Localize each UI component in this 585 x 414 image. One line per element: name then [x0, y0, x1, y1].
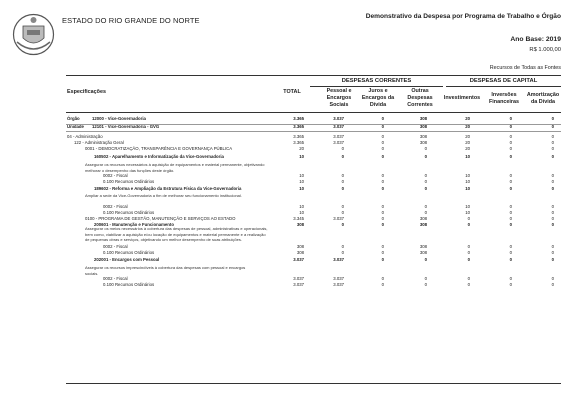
- row-label: 189602 - Reforma e Ampliação da Estrutura Física da Vice-Governadoria: [94, 186, 242, 191]
- cell-value: 10: [465, 204, 470, 209]
- cell-value: 3.037: [333, 216, 344, 221]
- cell-value: 0: [381, 179, 384, 184]
- cell-value: 0: [467, 216, 470, 221]
- cell-value: 0: [341, 222, 344, 227]
- table-row: [66, 146, 561, 153]
- cell-value: 0: [424, 204, 427, 209]
- row-label: 202001 - Encargos com Pessoal: [94, 257, 160, 262]
- cell-value: 20: [465, 134, 470, 139]
- recursos-label: Recursos de Todas as Fontes: [489, 65, 561, 71]
- cell-value: 0: [551, 140, 554, 145]
- cell-value: 20: [465, 140, 470, 145]
- desc-160502: Assegurar os recursos necessários à aquisição de equipamentos e material permanente, objetivando melhorar o desempenho das funções deste órgão.: [85, 162, 265, 173]
- cell-value: 0: [341, 154, 344, 159]
- row-label: 04 - Administração: [67, 134, 103, 139]
- cell-value: 0: [424, 186, 427, 191]
- separator-orgao: [66, 124, 561, 125]
- row-label: 0.100 Recursos Ordinários: [103, 179, 155, 184]
- cell-value: 0: [341, 173, 344, 178]
- cell-value: 0: [551, 124, 554, 129]
- cell-value: 3.365: [293, 124, 304, 129]
- cell-value: 0: [551, 173, 554, 178]
- cell-value: 0: [509, 210, 512, 215]
- currency-unit: R$ 1.000,00: [529, 47, 561, 53]
- cell-value: 20: [465, 116, 470, 121]
- cell-value: 0: [551, 282, 554, 287]
- cell-value: 0: [509, 257, 512, 262]
- cell-value: 308: [419, 244, 427, 249]
- cell-value: 0: [467, 250, 470, 255]
- table-row: [66, 154, 561, 161]
- cell-value: 0: [467, 244, 470, 249]
- col-pessoal: Pessoal e Encargos Sociais: [326, 88, 352, 108]
- cell-value: 0: [381, 250, 384, 255]
- cell-value: 0: [381, 116, 384, 121]
- cell-value: 0: [551, 146, 554, 151]
- report-title: Demonstrativo da Despesa por Programa de Trabalho e Órgão: [365, 13, 561, 20]
- desc-200601: Assegurar os meios necessários à cobertura das despesas de pessoal, administrativas e operacionais, bem como, viabilizar a aquisição e/ou locação de equipamentos e material permanente e a realização de pequenas obras e serviços, objetivando um melhor desempenho de suas atribuições.: [85, 226, 268, 242]
- header-rule-top: [66, 75, 561, 76]
- cell-value: 308: [419, 216, 427, 221]
- cell-value: 0: [341, 146, 344, 151]
- cell-value: 308: [419, 116, 427, 121]
- coat-of-arms-logo: [11, 12, 56, 57]
- cell-value: 0: [509, 276, 512, 281]
- cell-value: 3.037: [333, 124, 344, 129]
- cell-value: 0: [509, 244, 512, 249]
- cell-value: 3.037: [333, 134, 344, 139]
- table-row: [66, 116, 561, 123]
- cell-value: 20: [299, 146, 304, 151]
- cell-value: 0: [551, 134, 554, 139]
- table-row: [66, 282, 561, 289]
- state-name: ESTADO DO RIO GRANDE DO NORTE: [62, 16, 200, 25]
- cell-value: 0: [381, 134, 384, 139]
- row-label: 0.100 Recursos Ordinários: [103, 282, 155, 287]
- cell-value: 0: [551, 250, 554, 255]
- desc-202001: Assegurar os recursos imprescindíveis à cobertura das despesas com pessoal e encargos sociais.: [85, 265, 246, 276]
- cell-value: 0: [467, 282, 470, 287]
- cell-value: 0: [551, 204, 554, 209]
- row-label: 0100 - PROGRAMA DE GESTÃO, MANUTENÇÃO E SERVIÇOS AO ESTADO: [85, 216, 236, 221]
- cell-value: 0: [341, 186, 344, 191]
- cell-value: 0: [341, 210, 344, 215]
- cell-value: 0: [381, 154, 384, 159]
- cell-value: 0: [551, 216, 554, 221]
- cell-value: 3.037: [333, 257, 344, 262]
- cell-value: 0: [551, 244, 554, 249]
- cell-value: 3.037: [333, 140, 344, 145]
- cell-value: 0: [424, 210, 427, 215]
- cell-value: 0: [381, 222, 384, 227]
- cell-value: 3.365: [293, 116, 304, 121]
- cell-value: 10: [299, 204, 304, 209]
- cell-value: 0: [509, 173, 512, 178]
- cell-value: 308: [419, 124, 427, 129]
- row-label: 122 - Administração Geral: [74, 140, 124, 145]
- cell-value: 0: [551, 257, 554, 262]
- row-label: 0002 - Fiscal: [103, 244, 128, 249]
- cell-value: 10: [465, 186, 470, 191]
- cell-value: 0: [381, 216, 384, 221]
- cell-value: 20: [465, 124, 470, 129]
- group-underline-capital: [446, 86, 561, 87]
- cell-value: 0: [381, 124, 384, 129]
- cell-value: 0: [424, 179, 427, 184]
- cell-value: 10: [299, 154, 304, 159]
- row-label: 200601 - Manutenção e Funcionamento: [94, 222, 174, 227]
- row-label: 0.100 Recursos Ordinários: [103, 210, 155, 215]
- cell-value: 0: [509, 204, 512, 209]
- cell-value: 0: [509, 250, 512, 255]
- cell-value: 308: [419, 250, 427, 255]
- cell-value: 0: [467, 222, 470, 227]
- cell-value: 0: [509, 124, 512, 129]
- cell-value: 308: [296, 250, 304, 255]
- cell-value: 0: [381, 204, 384, 209]
- footer-rule: [66, 383, 561, 384]
- cell-value: 0: [551, 179, 554, 184]
- cell-value: 0: [424, 282, 427, 287]
- table-row: [66, 179, 561, 186]
- cell-value: 0: [509, 116, 512, 121]
- cell-value: 0: [551, 276, 554, 281]
- group-despesas-correntes: DESPESAS CORRENTES: [341, 78, 412, 84]
- cell-value: 3.037: [333, 116, 344, 121]
- table-row: [66, 250, 561, 257]
- table-row: [66, 257, 561, 264]
- col-amortizacao: Amortização da Dívida: [526, 92, 560, 105]
- cell-value: 0: [424, 276, 427, 281]
- cell-value: 0: [467, 257, 470, 262]
- cell-value: 0: [381, 173, 384, 178]
- col-investimentos: Investimentos: [443, 95, 481, 101]
- cell-value: 0: [509, 222, 512, 227]
- cell-value: 0: [341, 244, 344, 249]
- cell-value: 0: [551, 210, 554, 215]
- row-label: 0002 - Fiscal: [103, 276, 128, 281]
- group-despesas-capital: DESPESAS DE CAPITAL: [469, 78, 538, 84]
- cell-value: 0: [381, 186, 384, 191]
- row-label: Órgão: [67, 116, 80, 121]
- cell-value: 10: [465, 179, 470, 184]
- table-row: [66, 186, 561, 193]
- cell-value: 20: [465, 146, 470, 151]
- cell-value: 0: [381, 244, 384, 249]
- cell-value: 0: [509, 140, 512, 145]
- cell-value: 0: [381, 210, 384, 215]
- cell-value: 3.037: [293, 282, 304, 287]
- cell-value: 0: [551, 222, 554, 227]
- cell-value: 0: [551, 116, 554, 121]
- desc-189602: Ampliar a sede da Vice-Governadoria a fim de melhorar seu funcionamento institucional.: [85, 193, 242, 198]
- col-outras: Outras Despesas Correntes: [407, 88, 433, 108]
- separator-unidade: [66, 131, 561, 132]
- col-inversoes: Inversões Financeiras: [489, 92, 519, 105]
- cell-value: 308: [296, 222, 304, 227]
- cell-value: 0: [381, 276, 384, 281]
- cell-value: 0: [509, 216, 512, 221]
- row-label: 160502 - Aparelhamento e Informatização da Vice-Governadoria: [94, 154, 224, 159]
- cell-value: 3.037: [293, 257, 304, 262]
- cell-value: 10: [465, 210, 470, 215]
- cell-value: 0: [424, 146, 427, 151]
- cell-value: 10: [299, 179, 304, 184]
- row-label: 0002 - Fiscal: [103, 173, 128, 178]
- cell-value: 0: [381, 257, 384, 262]
- cell-value: 10: [299, 210, 304, 215]
- cell-value: 0: [509, 282, 512, 287]
- cell-value: 0: [509, 134, 512, 139]
- col-total: TOTAL: [283, 89, 301, 95]
- cell-value: 0: [341, 204, 344, 209]
- row-label: Unidade: [67, 124, 84, 129]
- cell-value: 10: [299, 173, 304, 178]
- cell-value: 3.037: [333, 282, 344, 287]
- cell-value: 0: [509, 146, 512, 151]
- cell-value: 308: [419, 222, 427, 227]
- cell-value: 10: [465, 154, 470, 159]
- cell-value: 308: [419, 140, 427, 145]
- cell-value: 0: [551, 154, 554, 159]
- cell-value: 0: [341, 250, 344, 255]
- cell-value: 0: [551, 186, 554, 191]
- cell-value: 308: [419, 134, 427, 139]
- ano-base: Ano Base: 2019: [510, 36, 561, 43]
- cell-value: 3.365: [293, 140, 304, 145]
- row-label: 0002 - Fiscal: [103, 204, 128, 209]
- row-label: 0.100 Recursos Ordinários: [103, 250, 155, 255]
- col-juros: Juros e Encargos da Dívida: [361, 88, 395, 108]
- cell-value: 3.345: [293, 216, 304, 221]
- col-especificacoes: Especificações: [67, 89, 106, 95]
- group-underline-correntes: [310, 86, 443, 87]
- cell-value: 0: [381, 140, 384, 145]
- cell-value: 0: [381, 146, 384, 151]
- row-label: 0001 - DEMOCRATIZAÇÃO, TRANSPARÊNCIA E GOVERNANÇA PÚBLICA: [85, 146, 233, 151]
- row-label-secondary: 12000 - Vice-Governadoria: [92, 116, 146, 121]
- cell-value: 3.037: [333, 276, 344, 281]
- cell-value: 0: [424, 173, 427, 178]
- cell-value: 0: [467, 276, 470, 281]
- cell-value: 0: [424, 154, 427, 159]
- cell-value: 0: [509, 154, 512, 159]
- row-label-secondary: 12101 - Vice-Governadoria - GVG: [92, 124, 160, 129]
- cell-value: 3.365: [293, 134, 304, 139]
- cell-value: 3.037: [293, 276, 304, 281]
- header-rule-bottom: [66, 112, 561, 113]
- cell-value: 0: [381, 282, 384, 287]
- cell-value: 308: [296, 244, 304, 249]
- cell-value: 10: [299, 186, 304, 191]
- cell-value: 10: [465, 173, 470, 178]
- cell-value: 0: [509, 179, 512, 184]
- cell-value: 0: [341, 179, 344, 184]
- cell-value: 0: [424, 257, 427, 262]
- cell-value: 0: [509, 186, 512, 191]
